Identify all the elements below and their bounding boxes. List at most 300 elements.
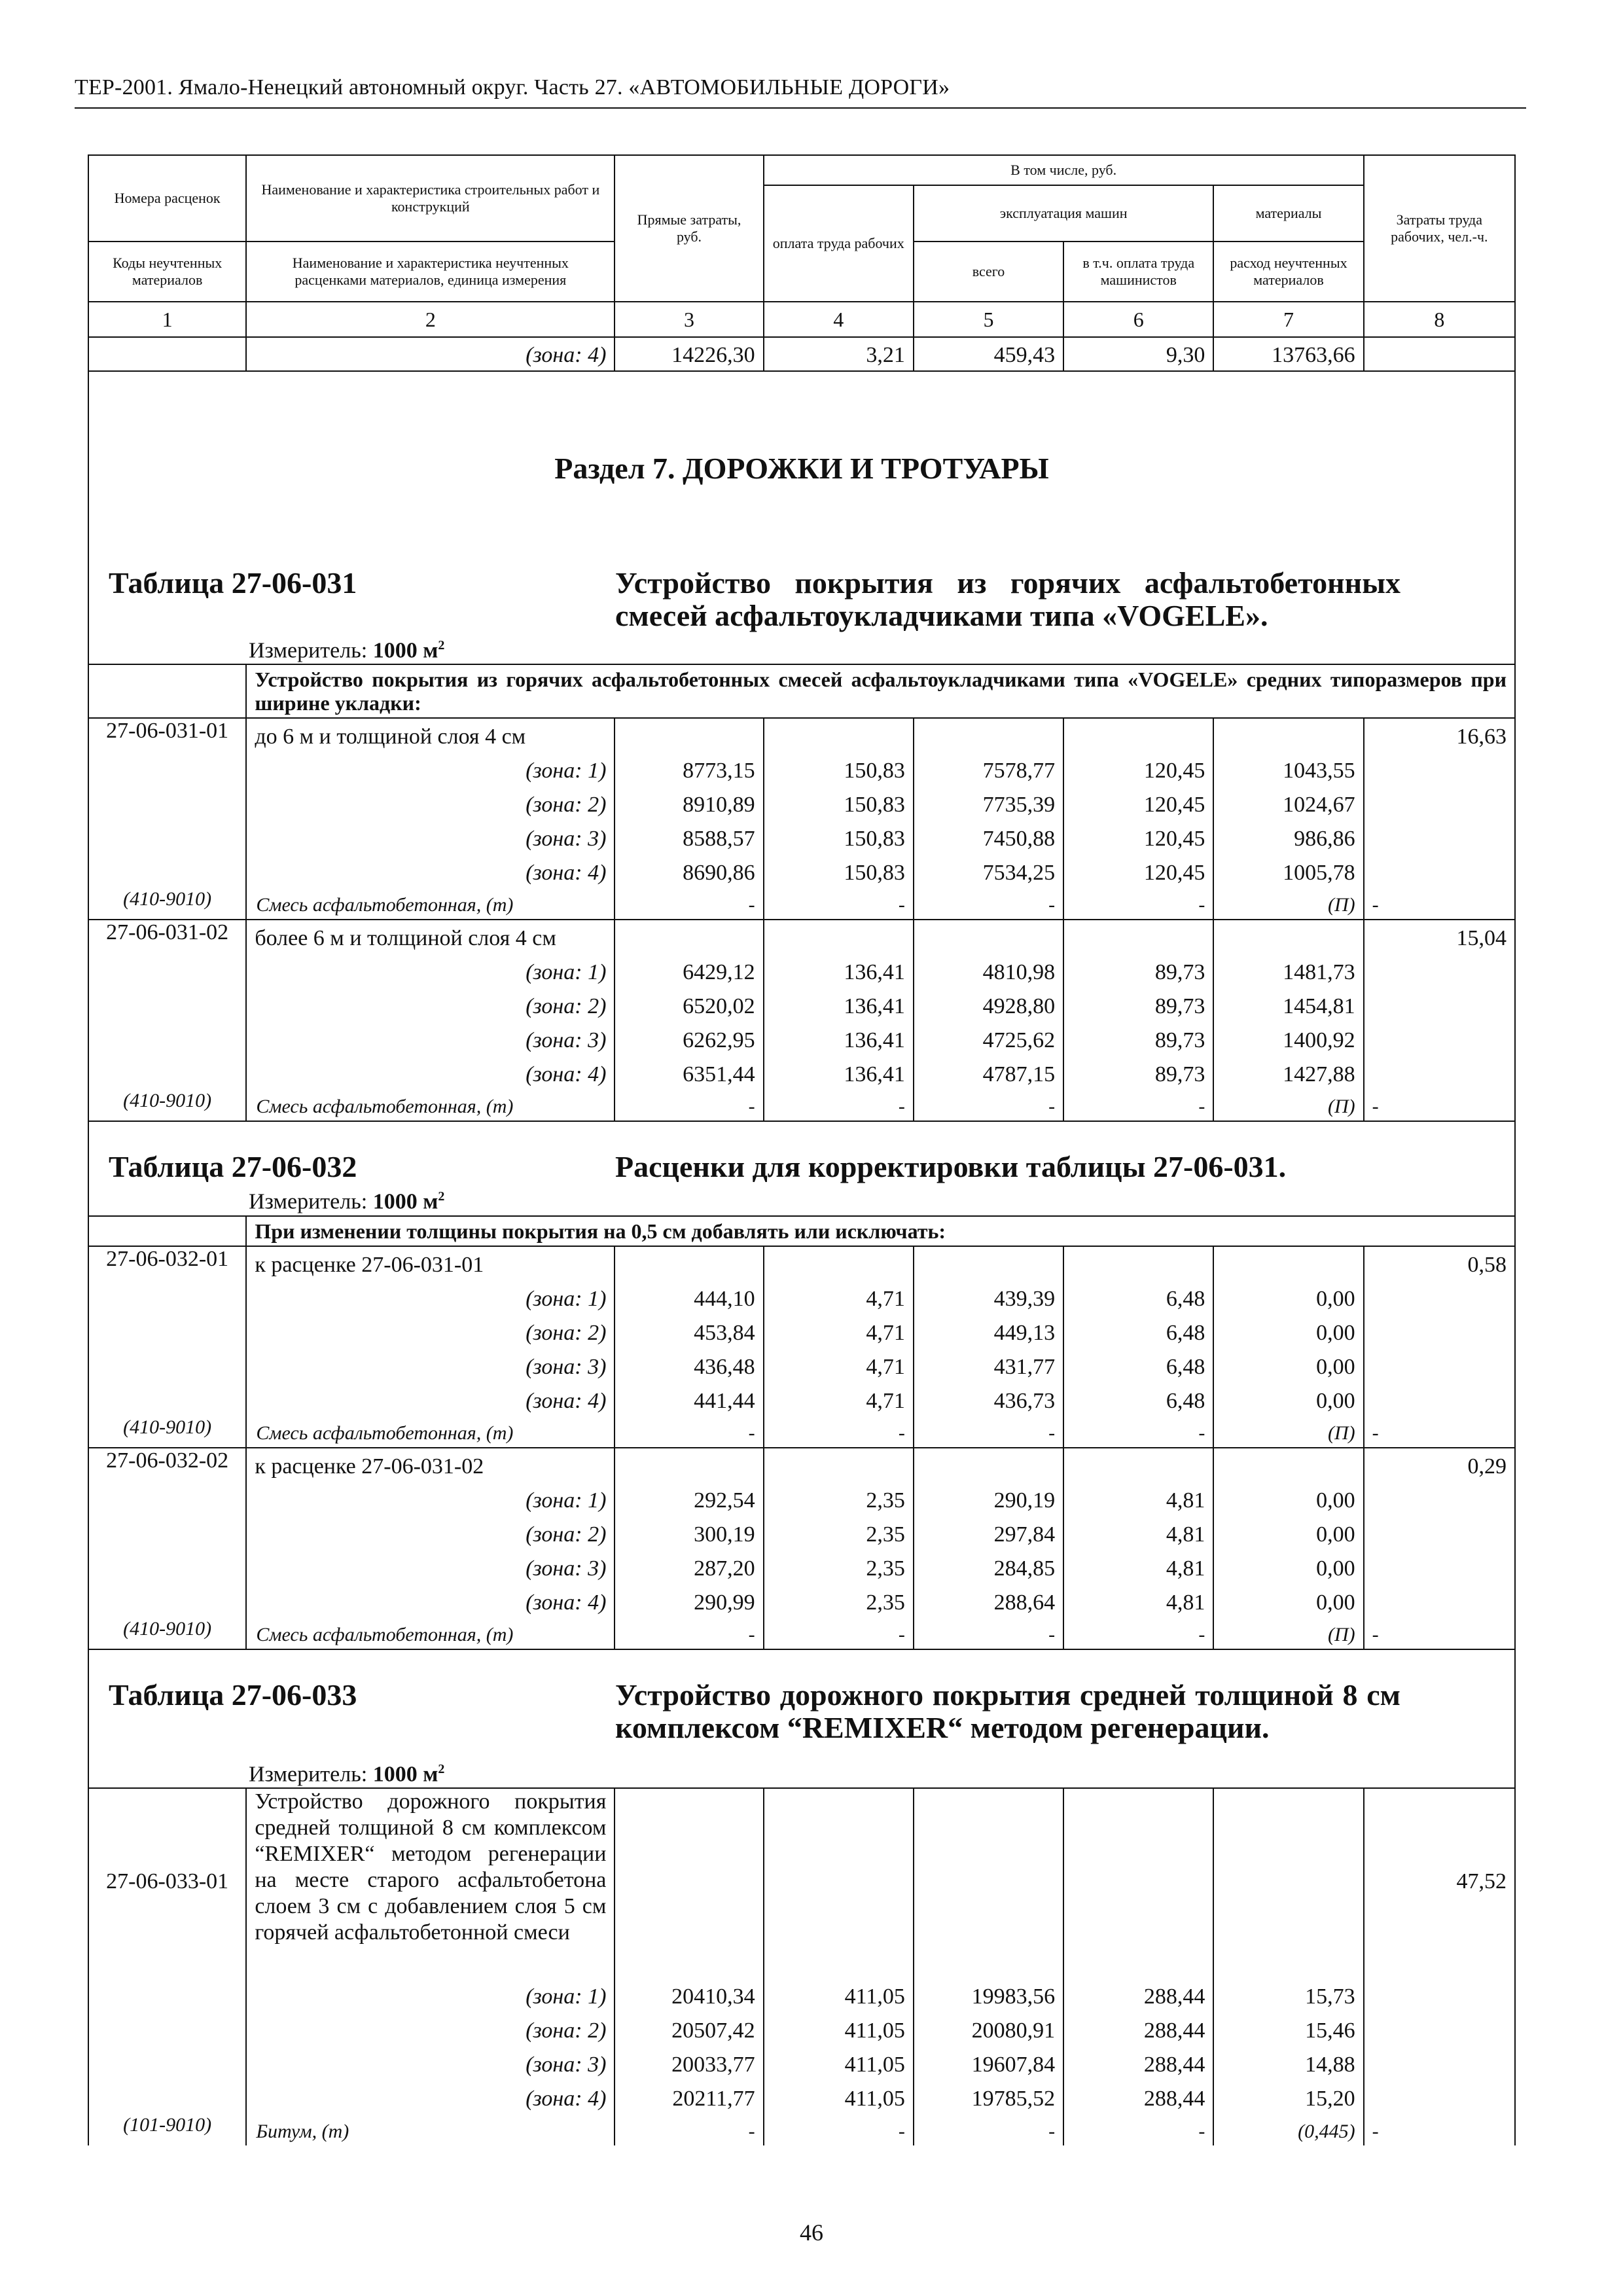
labor-cost-value: 16,63 [1364,718,1515,752]
material-dash: - [914,1618,1063,1649]
zone-label: (зона: 1) [246,1978,615,2012]
material-quantity: (П) [1213,1618,1363,1649]
direct-cost-value: 6520,02 [615,988,763,1022]
zone-row [88,1056,1515,1090]
zone-row [88,854,1515,888]
empty-cell [764,1246,914,1280]
machines-total-value: 19785,52 [914,2080,1063,2114]
materials-value: 0,00 [1213,1382,1363,1416]
zone-row [88,988,1515,1022]
material-dash: - [1063,1090,1213,1121]
zone-label: (зона: 2) [246,988,615,1022]
table-header [88,155,1515,302]
labor-pay-value: 2,35 [764,1584,914,1618]
column-numbers-row [88,302,1515,337]
header-name-top: Наименование и характеристика строительных работ и конструкций [246,155,615,242]
empty-cell [88,1382,246,1416]
direct-cost-value: 8588,57 [615,820,763,854]
empty-cell [1364,1516,1515,1550]
material-quantity: (П) [1213,1090,1363,1121]
empty-cell [88,1280,246,1314]
materials-value: 15,73 [1213,1978,1363,2012]
unit-value: 1000 м [372,638,438,663]
materials-value: 1005,78 [1213,854,1363,888]
empty-cell [1364,2012,1515,2046]
direct-cost-value: 287,20 [615,1550,763,1584]
empty-cell [88,2046,246,2080]
zone-row [88,1978,1515,2012]
labor-pay-value: 411,05 [764,2080,914,2114]
machines-labor-value: 288,44 [1063,2046,1213,2080]
column-number: 1 [88,302,246,337]
empty-cell [764,1788,914,1978]
zone-label: (зона: 3) [246,1348,615,1382]
labor-pay-value: 2,35 [764,1482,914,1516]
material-dash: - [1063,1416,1213,1448]
material-labor: - [1364,1416,1515,1448]
zone-label: (зона: 2) [246,786,615,820]
direct-cost-value: 20211,77 [615,2080,763,2114]
empty-cell [914,920,1063,954]
machines-labor-value: 6,48 [1063,1314,1213,1348]
zone-row [88,1482,1515,1516]
material-code: (410-9010) [88,1090,246,1121]
zone-row [88,954,1515,988]
table-banner [88,371,1515,664]
material-dash: - [764,1090,914,1121]
machines-total-value: 7450,88 [914,820,1063,854]
zone-row [88,1516,1515,1550]
material-code: (410-9010) [88,1618,246,1649]
table-banner-cell [88,1649,1515,1788]
machines-total-value: 4725,62 [914,1022,1063,1056]
zone-label: (зона: 1) [246,752,615,786]
materials-value: 986,86 [1213,820,1363,854]
materials-value: 14,88 [1213,2046,1363,2080]
zone-row [88,2080,1515,2114]
table-label: Таблица 27-06-032 [109,1150,357,1184]
empty-cell [1364,1584,1515,1618]
empty-cell [1213,1448,1363,1482]
labor-cost-value: 15,04 [1364,920,1515,954]
materials-value: 15,20 [1213,2080,1363,2114]
machines-labor-value: 288,44 [1063,1978,1213,2012]
machines-total-value: 7735,39 [914,786,1063,820]
unit-of-measure [249,1183,1514,1215]
rate-name: Устройство дорожного покрытия средней толщиной 8 см комплексом “REMIXER“ методом регенерации на месте старого асфальтобетона слоем 3 см с добавлением слоя 5 см горячей асфальтобетонной смеси [246,1788,615,1978]
empty-cell [1063,1788,1213,1978]
empty-cell [1364,1348,1515,1382]
column-number: 7 [1213,302,1363,337]
rates-table [88,154,1516,2145]
empty-cell [88,1056,246,1090]
zone-label: (зона: 3) [246,1550,615,1584]
zone-label: (зона: 4) [246,2080,615,2114]
direct-cost-value: 6262,95 [615,1022,763,1056]
empty-cell [914,718,1063,752]
rate-code: 27-06-032-01 [88,1246,246,1280]
materials-value: 1481,73 [1213,954,1363,988]
section-title: Раздел 7. ДОРОЖКИ И ТРОТУАРЫ [554,452,1049,485]
material-labor: - [1364,2114,1515,2145]
unit-exponent: 2 [438,1189,445,1204]
empty-cell [88,2080,246,2114]
empty-cell [1364,1056,1515,1090]
labor-pay-value: 150,83 [764,786,914,820]
material-row [88,1090,1515,1121]
zone-label: (зона: 2) [246,1516,615,1550]
machines-total-value: 7534,25 [914,854,1063,888]
unit-value: 1000 м [372,1189,438,1214]
column-number: 5 [914,302,1063,337]
empty-cell [615,920,763,954]
header-codes-bottom: Коды неучтенных материалов [88,242,246,302]
material-quantity: (П) [1213,888,1363,920]
material-name: Смесь асфальтобетонная, (т) [246,1618,615,1649]
machines-total-value: 439,39 [914,1280,1063,1314]
empty-cell [1364,820,1515,854]
subheader-text: При изменении толщины покрытия на 0,5 см добавлять или исключать: [246,1216,1515,1246]
empty-cell [1213,1246,1363,1280]
machines-total-value: 19983,56 [914,1978,1063,2012]
empty-cell [88,752,246,786]
labor-pay-value: 136,41 [764,954,914,988]
material-labor: - [1364,1090,1515,1121]
material-dash: - [914,1416,1063,1448]
material-name: Битум, (т) [246,2114,615,2145]
machines-total-value: 4928,80 [914,988,1063,1022]
direct-cost-value: 6351,44 [615,1056,763,1090]
machines-labor-value: 89,73 [1063,1022,1213,1056]
direct-cost-value: 8773,15 [615,752,763,786]
rate-code: 27-06-032-02 [88,1448,246,1482]
empty-cell [88,1348,246,1382]
material-dash: - [1063,2114,1213,2145]
empty-cell [88,664,246,718]
empty-cell [88,988,246,1022]
machines-total-value: 20080,91 [914,2012,1063,2046]
materials-value: 15,46 [1213,2012,1363,2046]
empty-cell [1213,920,1363,954]
empty-cell [615,1246,763,1280]
labor-pay-value: 4,71 [764,1280,914,1314]
zone-label: (зона: 4) [246,337,615,371]
materials-value: 0,00 [1213,1516,1363,1550]
subheader-row [88,1216,1515,1246]
material-dash: - [914,2114,1063,2145]
column-number: 4 [764,302,914,337]
zone-label: (зона: 4) [246,854,615,888]
header-machines: эксплуатация машин [914,185,1214,242]
material-labor: - [1364,1618,1515,1649]
material-dash: - [764,888,914,920]
empty-cell [1364,1482,1515,1516]
material-dash: - [615,888,763,920]
header-direct-costs: Прямые затраты, руб. [615,155,763,302]
machines-total-value: 284,85 [914,1550,1063,1584]
page-number: 46 [800,2219,823,2246]
materials-value: 1024,67 [1213,786,1363,820]
empty-cell [88,1216,246,1246]
empty-cell [1364,2046,1515,2080]
machines-total-value: 459,43 [914,337,1063,371]
empty-cell [1063,718,1213,752]
empty-cell [88,1550,246,1584]
labor-pay-value: 2,35 [764,1550,914,1584]
machines-total-value: 449,13 [914,1314,1063,1348]
zone-label: (зона: 4) [246,1382,615,1416]
empty-cell [1364,1550,1515,1584]
empty-cell [615,718,763,752]
direct-cost-value: 6429,12 [615,954,763,988]
empty-cell [1364,752,1515,786]
machines-total-value: 431,77 [914,1348,1063,1382]
table-banner [88,1649,1515,1788]
unit-exponent: 2 [438,638,445,653]
table-banner-box [89,1122,1514,1215]
empty-cell [1364,954,1515,988]
rate-title-row [88,1788,1515,1978]
unit-of-measure [249,1756,1514,1787]
labor-cost-value: 0,29 [1364,1448,1515,1482]
rate-name: до 6 м и толщиной слоя 4 см [246,718,615,752]
machines-total-value: 290,19 [914,1482,1063,1516]
empty-cell [764,920,914,954]
machines-labor-value: 288,44 [1063,2012,1213,2046]
material-name: Смесь асфальтобетонная, (т) [246,1416,615,1448]
rate-code: 27-06-031-01 [88,718,246,752]
header-materials-unaccounted: расход неучтенных материалов [1213,242,1363,302]
labor-pay-value: 150,83 [764,854,914,888]
empty-cell [1213,718,1363,752]
materials-value: 0,00 [1213,1314,1363,1348]
rate-title-row [88,1448,1515,1482]
labor-pay-value: 136,41 [764,1056,914,1090]
materials-value: 1400,92 [1213,1022,1363,1056]
running-head: ТЕР-2001. Ямало-Ненецкий автономный округ. Часть 27. «АВТОМОБИЛЬНЫЕ ДОРОГИ» [75,73,1526,109]
material-quantity: (П) [1213,1416,1363,1448]
table-title: Устройство дорожного покрытия средней толщиной 8 см комплексом “REMIXER“ методом регенерации. [615,1677,1400,1744]
material-code: (101-9010) [88,2114,246,2145]
direct-cost-value: 292,54 [615,1482,763,1516]
empty-cell [1364,1022,1515,1056]
material-code: (410-9010) [88,1416,246,1448]
machines-total-value: 297,84 [914,1516,1063,1550]
direct-cost-value: 14226,30 [615,337,763,371]
machines-total-value: 7578,77 [914,752,1063,786]
material-dash: - [764,1416,914,1448]
column-number: 3 [615,302,763,337]
zone-row [88,1348,1515,1382]
machines-labor-value: 6,48 [1063,1280,1213,1314]
labor-pay-value: 136,41 [764,988,914,1022]
direct-cost-value: 444,10 [615,1280,763,1314]
direct-cost-value: 453,84 [615,1314,763,1348]
machines-total-value: 19607,84 [914,2046,1063,2080]
machines-labor-value: 4,81 [1063,1550,1213,1584]
empty-cell [88,1978,246,2012]
empty-cell [1364,854,1515,888]
unit-value: 1000 м [372,1761,438,1786]
labor-pay-value: 2,35 [764,1516,914,1550]
zone-label: (зона: 4) [246,1584,615,1618]
zone-row [88,1280,1515,1314]
table-label: Таблица 27-06-033 [109,1677,357,1712]
table-title: Устройство покрытия из горячих асфальтобетонных смесей асфальтоукладчиками типа «VOGELE». [615,566,1400,632]
column-number: 8 [1364,302,1515,337]
material-dash: - [615,1618,763,1649]
rate-name: к расценке 27-06-031-01 [246,1246,615,1280]
empty-cell [88,1482,246,1516]
material-row [88,1618,1515,1649]
direct-cost-value: 20507,42 [615,2012,763,2046]
empty-cell [764,718,914,752]
empty-cell [88,954,246,988]
materials-value: 1043,55 [1213,752,1363,786]
zone-label: (зона: 2) [246,2012,615,2046]
unit-label: Измеритель: [249,638,368,663]
empty-cell [1364,2080,1515,2114]
material-code: (410-9010) [88,888,246,920]
labor-cost-value: 0,58 [1364,1246,1515,1280]
labor-pay-value: 4,71 [764,1348,914,1382]
zone-row [88,1314,1515,1348]
direct-cost-value: 290,99 [615,1584,763,1618]
machines-labor-value: 4,81 [1063,1482,1213,1516]
empty-cell [764,1448,914,1482]
header-in-total: В том числе, руб. [764,155,1364,185]
section-spacer [89,487,1514,567]
zone-row [88,1584,1515,1618]
materials-value: 0,00 [1213,1482,1363,1516]
empty-cell [88,1584,246,1618]
table-heading [89,567,1514,632]
header-machines-total: всего [914,242,1063,302]
material-labor: - [1364,888,1515,920]
materials-value: 1454,81 [1213,988,1363,1022]
empty-cell [1364,1314,1515,1348]
zone-row [88,1550,1515,1584]
machines-labor-value: 120,45 [1063,820,1213,854]
machines-labor-value: 120,45 [1063,786,1213,820]
labor-pay-value: 150,83 [764,752,914,786]
labor-pay-value: 4,71 [764,1382,914,1416]
direct-cost-value: 8910,89 [615,786,763,820]
labor-pay-value: 150,83 [764,820,914,854]
subheader-row [88,664,1515,718]
material-quantity: (0,445) [1213,2114,1363,2145]
materials-value: 0,00 [1213,1280,1363,1314]
unit-exponent: 2 [438,1761,445,1776]
machines-labor-value: 4,81 [1063,1584,1213,1618]
rate-title-row [88,1246,1515,1280]
direct-cost-value: 8690,86 [615,854,763,888]
machines-labor-value: 6,48 [1063,1382,1213,1416]
empty-cell [615,1788,763,1978]
labor-pay-value: 4,71 [764,1314,914,1348]
table-banner-box [89,1650,1514,1787]
empty-cell [1364,786,1515,820]
table-banner-cell [88,371,1515,664]
empty-cell [88,1516,246,1550]
material-name: Смесь асфальтобетонная, (т) [246,888,615,920]
table-label: Таблица 27-06-031 [109,566,357,600]
table-title: Расценки для корректировки таблицы 27-06-031. [615,1150,1287,1184]
header-codes-top: Номера расценок [88,155,246,242]
zone-row [88,752,1515,786]
header-name-bottom: Наименование и характеристика неучтенных расценками материалов, единица измерения [246,242,615,302]
material-dash: - [914,1090,1063,1121]
table-banner-box [89,372,1514,664]
empty-cell [88,854,246,888]
zone-row [88,1022,1515,1056]
empty-cell [88,786,246,820]
machines-labor-value: 120,45 [1063,752,1213,786]
header-labor-pay: оплата труда рабочих [764,185,914,302]
zone-label: (зона: 2) [246,1314,615,1348]
empty-cell [1364,1978,1515,2012]
empty-cell [1364,988,1515,1022]
labor-pay-value: 136,41 [764,1022,914,1056]
empty-cell [914,1788,1063,1978]
machines-total-value: 288,64 [914,1584,1063,1618]
zone-label: (зона: 1) [246,954,615,988]
direct-cost-value: 300,19 [615,1516,763,1550]
material-dash: - [1063,888,1213,920]
subheader-text: Устройство покрытия из горячих асфальтобетонных смесей асфальтоукладчиками типа «VOGELE» средних типоразмеров при ширине укладки: [246,664,1515,718]
empty-cell [1213,1788,1363,1978]
zone-label: (зона: 4) [246,1056,615,1090]
header-materials: материалы [1213,185,1363,242]
labor-pay-value: 411,05 [764,1978,914,2012]
column-number: 6 [1063,302,1213,337]
rate-code: 27-06-031-02 [88,920,246,954]
empty-cell [1063,1448,1213,1482]
labor-pay-value: 411,05 [764,2012,914,2046]
material-dash: - [764,2114,914,2145]
empty-cell [914,1246,1063,1280]
direct-cost-value: 20410,34 [615,1978,763,2012]
rate-name: к расценке 27-06-031-02 [246,1448,615,1482]
machines-total-value: 4787,15 [914,1056,1063,1090]
direct-cost-value: 436,48 [615,1348,763,1382]
machines-labor-value: 120,45 [1063,854,1213,888]
machines-total-value: 436,73 [914,1382,1063,1416]
empty-cell [1364,337,1515,371]
table-banner [88,1121,1515,1215]
material-dash: - [1063,1618,1213,1649]
empty-cell [88,1022,246,1056]
zone-row [88,1382,1515,1416]
unit-of-measure [249,632,1514,664]
empty-cell [615,1448,763,1482]
materials-value: 13763,66 [1213,337,1363,371]
rate-name: более 6 м и толщиной слоя 4 см [246,920,615,954]
materials-value: 0,00 [1213,1550,1363,1584]
material-dash: - [615,2114,763,2145]
unit-label: Измеритель: [249,1189,368,1214]
zone-label: (зона: 3) [246,2046,615,2080]
zone-label: (зона: 3) [246,1022,615,1056]
header-machines-labor: в т.ч. оплата труда машинистов [1063,242,1213,302]
material-row [88,888,1515,920]
table-banner-cell [88,1121,1515,1215]
carry-over-row [88,337,1515,371]
column-number: 2 [246,302,615,337]
material-dash: - [914,888,1063,920]
zone-label: (зона: 3) [246,820,615,854]
material-dash: - [615,1090,763,1121]
